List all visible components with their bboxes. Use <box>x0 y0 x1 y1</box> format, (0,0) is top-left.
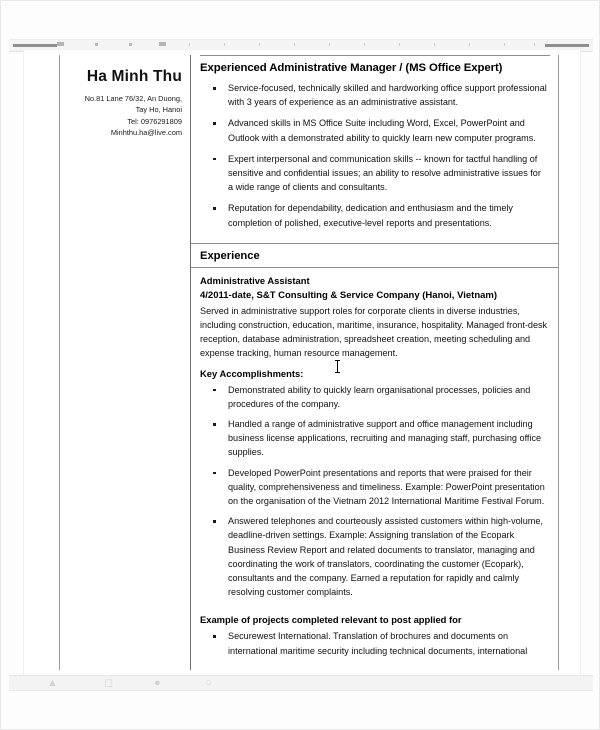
experience-body-block <box>191 268 558 670</box>
job-title: Administrative Assistant <box>200 274 310 286</box>
ruler-left-margin <box>13 44 57 47</box>
document-page[interactable] <box>23 50 581 682</box>
ruler-tick <box>259 43 260 46</box>
list-item: Handled a range of administrative support and office management including business license applications, recruiting and managing staff, purchasing office supplies. <box>200 417 548 466</box>
section-title-experience: Experience <box>200 249 260 262</box>
ruler-indent-marker[interactable] <box>159 42 166 46</box>
summary-cell <box>191 55 559 243</box>
ruler-tick <box>504 43 505 46</box>
ruler-indent-marker[interactable] <box>57 42 64 46</box>
phone-number: Tel: 0976291809 <box>127 116 182 126</box>
summary-bullet-list <box>200 81 550 243</box>
ruler-tab-stop[interactable] <box>95 43 98 46</box>
ruler-tab-stop[interactable] <box>129 43 132 46</box>
status-bar[interactable] <box>9 675 593 691</box>
summary-block <box>191 55 558 243</box>
email-address: Minhthu.ha@live.com <box>110 127 182 137</box>
key-accomplishments-heading: Key Accomplishments: <box>200 367 304 379</box>
list-item: Demonstrated ability to quickly learn organisational processes, policies and procedures of the company. <box>200 383 548 417</box>
zoom-icon[interactable]: ○ <box>205 677 212 689</box>
address-line-2: Tay Ho, Hanoi <box>135 105 182 115</box>
experience-heading-block <box>191 244 558 268</box>
contact-column <box>60 55 191 670</box>
ruler-right-margin <box>545 44 589 47</box>
experience-cell <box>191 243 559 670</box>
page-icon[interactable]: ◻ <box>104 677 114 689</box>
list-item: Securewest International. Translation of brochures and documents on international maritime security including technical documents, international <box>200 629 548 663</box>
list-item: Answered telephones and courteously assisted customers within high-volume, deadline-driven settings. Example: Assigning translation of the Ecopark Business Review Report and related documents to translator, managing and coordinating the work of translators, coordinating the customer (Ecopark), consultants and the company. Earned a reputation for rapidly and calmly resolving customer complaints. <box>200 514 548 605</box>
dot-icon[interactable]: ● <box>154 677 161 689</box>
ruler-tick <box>189 43 190 46</box>
resume-layout-table <box>59 55 559 670</box>
candidate-name: Ha Minh Thu <box>86 68 182 85</box>
ruler-tick <box>469 43 470 46</box>
list-item: Service-focused, technically skilled and hardworking office support professional with 3 years of experience as an administrative assistant. <box>200 81 548 116</box>
ruler-tick <box>224 43 225 46</box>
ruler-tick <box>364 43 365 46</box>
job-date-company: 4/2011-date, S&T Consulting & Service Company (Hanoi, Vietnam) <box>200 289 498 301</box>
list-item: Expert interpersonal and communication skills -- known for tactful handling of sensitive and confidential issues; an ability to resolve administrative issues for a wide range of clients and consultants. <box>200 152 548 202</box>
accomplishments-list <box>200 383 550 612</box>
ruler-tick <box>294 43 295 46</box>
text-cursor <box>337 360 338 373</box>
address-line-1: No.81 Lane 76/32, An Duong, <box>84 94 182 103</box>
ruler-tick <box>534 43 535 46</box>
list-item: Advanced skills in MS Office Suite including Word, Excel, PowerPoint and Outlook with a demonstrated ability to quickly learn new computer programs. <box>200 116 548 151</box>
ruler-tick <box>434 43 435 46</box>
list-item: Developed PowerPoint presentations and reports that were praised for their quality, comprehensiveness and timeliness. Example: PowerPoint presentation on the organisation of the Vietnam 2012 International Maritime Festival Forum. <box>200 466 548 515</box>
list-item: Reputation for dependability, dedication and enthusiasm and the timely completion of polished, executive-level reports and presentations. <box>200 201 548 236</box>
job-description: Served in administrative support roles for corporate clients in diverse industries, including construction, education, maritime, insurance, hospitality. Managed front-desk reception, database administration, spreadsheet creation, meeting scheduling and expense tracking, human resource management. <box>200 305 548 359</box>
projects-heading: Example of projects completed relevant to post applied for <box>200 614 462 626</box>
projects-list <box>200 629 550 669</box>
resume-headline: Experienced Administrative Manager / (MS Office Expert) <box>200 55 550 81</box>
up-arrow-icon[interactable]: ▲ <box>47 677 58 689</box>
ruler-tick <box>399 43 400 46</box>
contact-block <box>64 93 182 138</box>
ruler-tick <box>329 43 330 46</box>
